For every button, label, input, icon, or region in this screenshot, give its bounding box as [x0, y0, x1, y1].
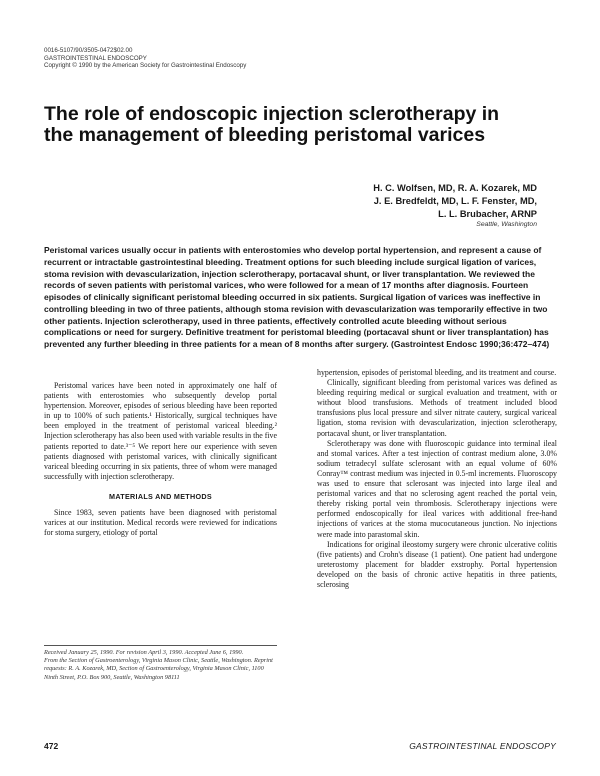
continued-paragraph: hypertension, episodes of peristomal bleeding, and its treatment and course.: [317, 368, 557, 377]
indications-paragraph: Indications for original ileostomy surgery were chronic ulcerative colitis (five patients) and Crohn's disease (1 patient). One patient had undergone ureterostomy placement for bladder exstrophy. Portal hypertension developed on the basis of chronic active hepatitis in three patients, sclerosing: [317, 539, 557, 589]
footer-journal-name: GASTROINTESTINAL ENDOSCOPY: [409, 741, 556, 751]
author-line: L. L. Brubacher, ARNP: [438, 209, 537, 220]
sclerotherapy-method-paragraph: Sclerotherapy was done with fluoroscopic guidance into terminal ileal and stomal varices. After a test injection of contrast medium alone, 3.0% sodium tetradecyl sulfate sclerosant with an equal volume of 60% Conray™ contrast medium was injected in 0.5-ml increments. Fluoroscopy was used to ensure that sclerosant was injected into large ileal and peristomal varices and that no sclerosing agent reached the portal vein, thereby risking portal vein thrombosis. Sclerotherapy injections were performed endoscopically for ileal varices with additional free-hand injections of varices at the stoma mucocutaneous junction. No injections were made into parastomal skin.: [317, 438, 557, 539]
bleeding-definition-paragraph: Clinically, significant bleeding from peristomal varices was defined as bleeding requiring medical or surgical evaluation and treatment, with or without blood transfusions. Methods of treatment included blood transfusions plus local pressure and silver nitrate cautery, surgical variceal ligation, stoma revision with devascularization, injection sclerotherapy, portacaval shunt, or liver transplantation.: [317, 378, 557, 438]
author-affiliation-note: From the Section of Gastroenterology, Virginia Mason Clinic, Seattle, Washington. Reprint requests: R. A. Kozarek, MD, Section of Gastroenterology, Virginia Mason Clinic, 1100 Ninth Street, P.O. Box 900, Seattle, Washington 98111: [44, 657, 273, 681]
abstract: Peristomal varices usually occur in patients with enterostomies who develop portal hypertension, and represent a cause of recurrent or intractable gastrointestinal bleeding. Treatment options for such bleeding include surgical ligation of varices, stoma revision with devascularization, injection sclerotherapy, portacaval shunt, or liver transplantation. We reviewed the records of seven patients with peristomal varices, who were followed for a mean of 17 months after diagnosis. Fourteen episodes of clinically significant peristomal bleeding occurred in six patients. Surgical ligation of varices was ineffective in controlling bleeding in two of three patients, although stoma revision with devascularization was temporarily effective in two other patients. Injection sclerotherapy, used in three patients, effectively controlled acute bleeding without serious complications or need for surgery. Definitive treatment for peristomal bleeding (portacaval shunt or liver transplantation) has prevented any further bleeding in three patients for a mean of 8 months after surgery. (Gastrointest Endosc 1990;36:472–474): [44, 245, 550, 349]
right-column: [317, 368, 557, 590]
received-dates: Received January 25, 1990. For revision April 3, 1990. Accepted June 6, 1990.: [44, 649, 244, 656]
footnote: [44, 645, 277, 682]
journal-header: [44, 47, 246, 70]
article-title: The role of endoscopic injection sclerotherapy in the management of bleeding peristomal varices: [44, 103, 500, 146]
left-column: [44, 381, 277, 538]
page-number: 472: [44, 741, 59, 751]
methods-paragraph: Since 1983, seven patients have been diagnosed with peristomal varices at our institution. Medical records were reviewed for indications for stoma surgery, etiology of portal: [44, 508, 277, 538]
author-line: H. C. Wolfsen, MD, R. A. Kozarek, MD: [373, 183, 537, 193]
journal-name-line: GASTROINTESTINAL ENDOSCOPY: [44, 54, 147, 62]
affiliation: Seattle, Washington: [476, 221, 537, 228]
intro-paragraph: Peristomal varices have been noted in approximately one half of patients with enterostomies who subsequently develop portal hypertension. Moreover, episodes of serious bleeding have been reported in up to 100% of such patients.¹ Historically, surgical techniques have been employed in the treatment of peristomal variceal bleeding.² Injection sclerotherapy has also been used with variable results in the five patients reported to date.³⁻⁵ We report here our experience with seven patients diagnosed with peristomal varices, with clinically significant variceal bleeding occurring in six patients, three of whom were managed successfully with injection sclerotherapy.: [44, 381, 277, 481]
doi-line: 0016-5107/90/3505-0472$02.00: [44, 47, 133, 54]
copyright-line: Copyright © 1990 by the American Society for Gastrointestinal Endoscopy: [44, 62, 247, 70]
author-line: J. E. Bredfeldt, MD, L. F. Fenster, MD,: [373, 196, 537, 207]
section-heading-methods: MATERIALS AND METHODS: [109, 491, 212, 501]
author-list: [373, 182, 537, 222]
